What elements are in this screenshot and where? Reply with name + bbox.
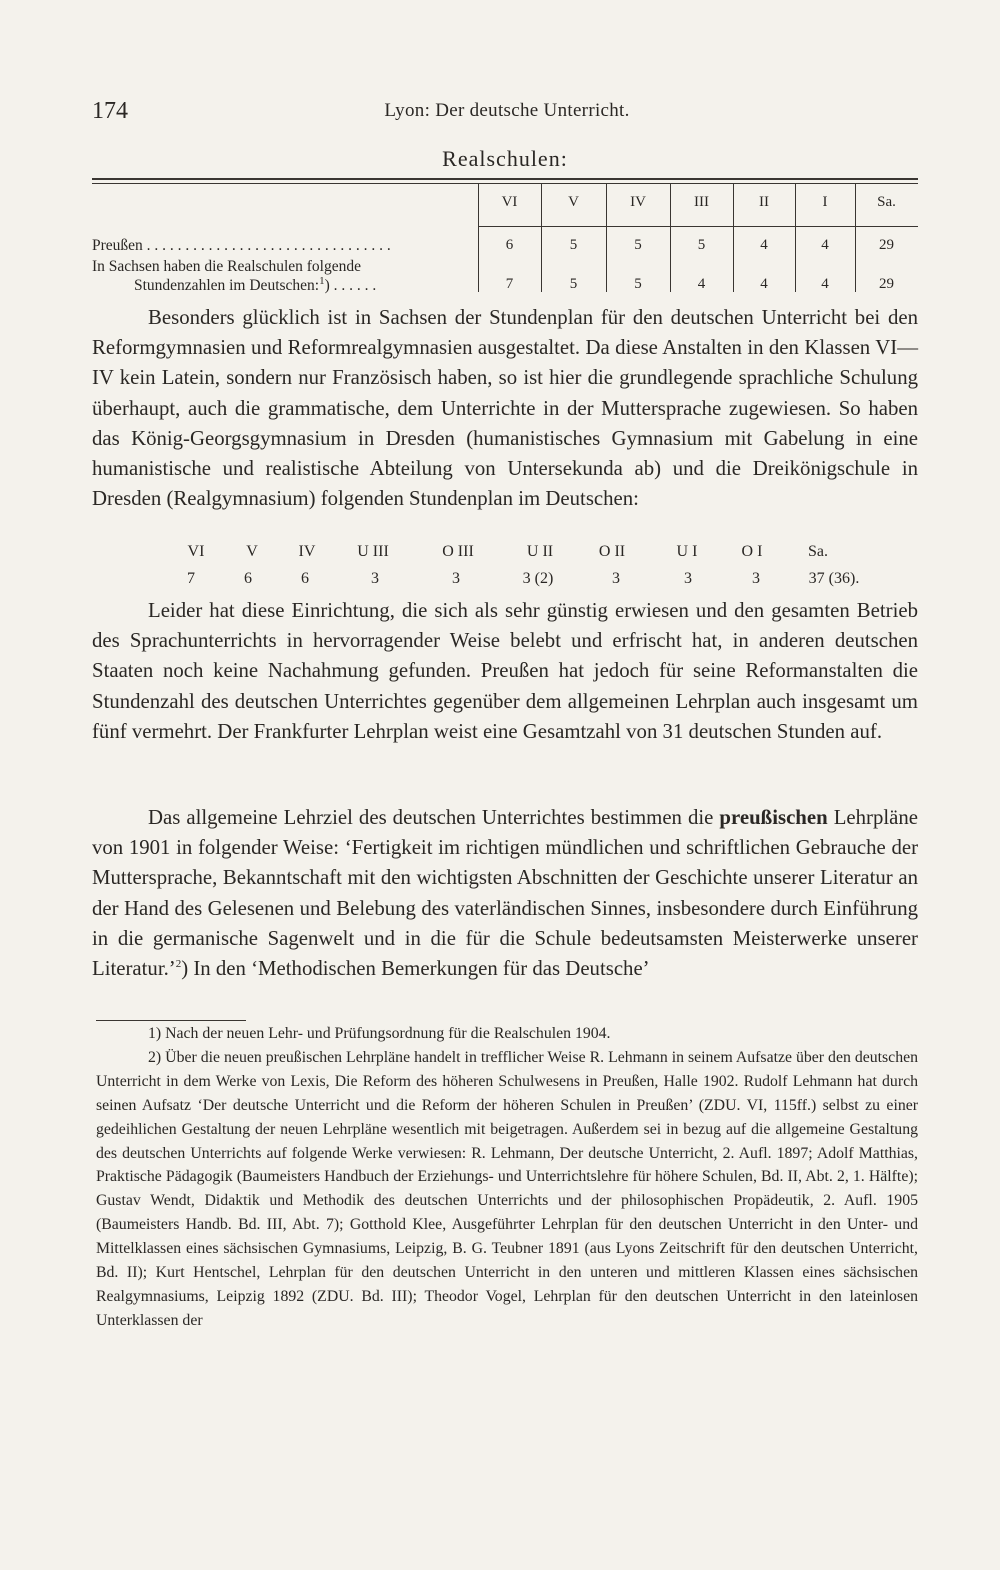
table-header-rule — [478, 226, 918, 227]
paragraph-3-before: Das allgemeine Lehrziel des deutschen Unterrichtes bestimmen die — [148, 806, 720, 829]
table-cell: 5 — [569, 237, 578, 253]
inline-schedule-value: 3 (2) — [522, 570, 554, 587]
table-row-label: Stundenzahlen im Deutschen:$^1$) . . . . . . — [134, 274, 377, 294]
inline-schedule-column: O I — [741, 543, 763, 560]
table-cell: 29 — [879, 276, 894, 292]
footnote-2 — [96, 1046, 918, 1333]
table-cell: 29 — [879, 237, 894, 253]
table-cell: 5 — [634, 276, 642, 292]
inline-schedule-value: 6 — [244, 570, 252, 587]
table-column-header: I — [822, 194, 828, 210]
paragraph-3 — [92, 803, 918, 984]
table-top-rule — [92, 178, 918, 180]
paragraph-3-after: Lehrpläne von 1901 in folgender Weise: ‘Fertigkeit im richtigen mündlichen und schriftlichen Gebrauche der Muttersprache, Bekanntschaft mit den wichtigsten Abschnitten der Geschichte unserer Literatur an der Hand des Gelesenen und Belebung des vaterländischen Sinnes, insbesondere durch Einführung in die germanische Sagenwelt und in die für die Schule bedeutsamsten Meisterwerke unserer Literatur.’ — [92, 806, 918, 981]
inline-schedule-column: U II — [526, 543, 554, 560]
table-cell: 6 — [505, 237, 514, 253]
inline-schedule-values — [92, 570, 918, 592]
table-cell: 5 — [569, 276, 578, 292]
table-cell: 5 — [634, 237, 642, 253]
running-head: Lyon: Der deutsche Unterricht. — [384, 100, 630, 121]
inline-schedule-column: VI — [187, 543, 205, 560]
table-column-header: II — [759, 194, 769, 210]
table-cell: 4 — [697, 276, 706, 292]
footnote-2-text: Über die neuen preußischen Lehrpläne handelt in trefflicher Weise R. Lehmann in seinem Aufsatze über den deutschen Unterricht in dem Werke von Lexis, Die Reform des höheren Schulwesens in Preußen, Halle 1902. Rudolf Lehmann hat durch seinen Aufsatz ‘Der deutsche Unterricht und die Reform der höheren Schulen in Preußen’ (ZDU. VI, 115ff.) selbst zu einer gedeihlichen Gestaltung der neuen Lehrpläne wesentlich mit beigetragen. Außerdem sei in bezug auf die allgemeine Gestaltung des deutschen Unterrichts auf folgende Werke verwiesen: R. Lehmann, Der deutsche Unterricht, 2. Aufl. 1897; Adolf Matthias, Praktische Pädagogik (Baumeisters Handbuch der Erziehungs- und Unterrichtslehre für höhere Schulen, Bd. II, Abt. 2, 1. Hälfte); Gustav Wendt, Didaktik und Methodik des deutschen Unterrichts und der philosophischen Propädeutik, 2. Aufl. 1905 (Baumeisters Handb. Bd. III, Abt. 7); Gotthold Klee, Ausgeführter Lehrplan für den deutschen Unterricht in den Unter- und Mittelklassen eines sächsischen Gymnasiums, Leipzig, B. G. Teubner 1891 (aus Lyons Zeitschrift für den deutschen Unterricht, Bd. II); Kurt Hentschel, Lehrplan für den deutschen Unterricht in den unteren und mittleren Klassen eines sächsischen Realgymnasiums, Leipzig 1892 (ZDU. Bd. III); Theodor Vogel, Lehrplan für den deutschen Unterricht in den lateinlosen Unterklassen der — [96, 1048, 919, 1329]
footnote-2-marker: 2) — [148, 1048, 162, 1066]
paragraph-1 — [92, 303, 918, 514]
paragraph-2 — [92, 596, 918, 747]
paragraph-3-text: Das allgemeine Lehrziel des deutschen Unterrichtes bestimmen die preußischen Lehrpläne von 1901 in folgender Weise: ‘Fertigkeit im richtigen mündlichen und schriftlichen Gebrauche der Muttersprache, Bekanntschaft mit den wichtigsten Abschnitten der Geschichte unserer Literatur an der Hand des Gelesenen und Belebung des vaterländischen Sinnes, insbesondere durch Einführung in die germanische Sagenwelt und in die für die Schule bedeutsamsten Meisterwerke unserer Literatur.’$^2$) In den ‘Methodischen Bemerkungen für das Deutsche’ — [92, 806, 918, 981]
table-cell: 5 — [697, 237, 706, 253]
inline-schedule-value: 3 — [684, 570, 692, 587]
inline-schedule-header — [92, 543, 918, 565]
table-cell: 7 — [505, 276, 514, 292]
table-column-header: IV — [630, 194, 646, 210]
table-column-header: V — [568, 194, 579, 210]
paragraph-3-end: In den ‘Methodischen Bemerkungen für das Deutsche’ — [188, 957, 650, 981]
table-row-label: In Sachsen haben die Realschulen folgende — [92, 258, 362, 275]
inline-schedule-column: IV — [298, 543, 316, 560]
emphasis-preussischen: preußischen — [719, 806, 828, 829]
table-column-header: VI — [501, 194, 518, 210]
inline-schedule-value: 6 — [301, 570, 309, 587]
table-column-header: Sa. — [877, 194, 896, 210]
inline-schedule-value: 3 — [612, 570, 620, 587]
table-title: Realschulen: — [442, 146, 568, 171]
inline-schedule-column: U III — [357, 543, 389, 560]
table-row-label: Preußen . . . . . . . . . . . . . . . . . . . . . . . . . . . . . . . . — [92, 237, 391, 254]
inline-schedule-value: 7 — [187, 570, 195, 587]
table-column-header: III — [694, 194, 709, 210]
inline-schedule-value: 3 — [752, 570, 760, 587]
footnotes — [96, 1022, 918, 1333]
page-number: 174 — [92, 98, 128, 124]
table-cell: 4 — [821, 237, 829, 253]
page-header — [92, 98, 922, 128]
inline-schedule-column: U I — [676, 543, 698, 560]
footnote-1-text: Nach der neuen Lehr- und Prüfungsordnung für die Realschulen 1904. — [165, 1025, 611, 1042]
inline-schedule-column: O III — [442, 543, 474, 560]
table-cell: 4 — [821, 276, 829, 292]
paragraph-1-text: Besonders glücklich ist in Sachsen der Stundenplan für den deutschen Unterricht bei den Reformgymnasien und Reformrealgymnasien ausgestaltet. Da diese Anstalten in den Klassen VI—IV kein Latein, sondern nur Französisch haben, so ist hier die grundlegende sprachliche Schulung überhaupt, auch die grammatische, dem Unterrichte in der Muttersprache zugewiesen. So haben das König-Georgsgymnasium in Dresden (humanistisches Gymnasium mit Gabelung in eine humanistische und realistische Abteilung von Untersekunda ab) und die Dreikönigschule in Dresden (Realgymnasium) folgenden Stundenplan im Deutschen: — [92, 306, 918, 511]
table-cell: 4 — [760, 237, 768, 253]
row-label-text: Stundenzahlen im Deutschen: — [134, 277, 320, 294]
inline-schedule-column: O II — [598, 543, 626, 560]
row-label-text: Preußen — [92, 237, 143, 254]
table-cell: 4 — [760, 276, 768, 292]
footnote-1 — [96, 1022, 918, 1046]
paragraph-2-text: Leider hat diese Einrichtung, die sich als sehr günstig erwiesen und den gesamten Betrieb des Sprachunterrichts in hervorragender Weise belebt und erfrischt hat, in anderen deutschen Staaten noch keine Nachahmung gefunden. Preußen hat jedoch für seine Reformanstalten die Stundenzahl des deutschen Unterrichtes gegenüber dem allgemeinen Lehrplan auch insgesamt um fünf vermehrt. Der Frankfurter Lehrplan weist eine Gesamtzahl von 31 deutschen Stunden auf. — [92, 599, 918, 743]
inline-schedule-value: 3 — [371, 570, 379, 587]
footnote-rule — [96, 1020, 246, 1021]
footnote-1-marker: 1) — [148, 1025, 162, 1042]
footnote-ref-2: 2 — [175, 958, 182, 971]
inline-schedule-value: 37 (36). — [808, 570, 860, 587]
inline-schedule-column: Sa. — [808, 543, 828, 560]
inline-schedule-column: V — [246, 543, 258, 560]
inline-schedule-value: 3 — [452, 570, 460, 587]
